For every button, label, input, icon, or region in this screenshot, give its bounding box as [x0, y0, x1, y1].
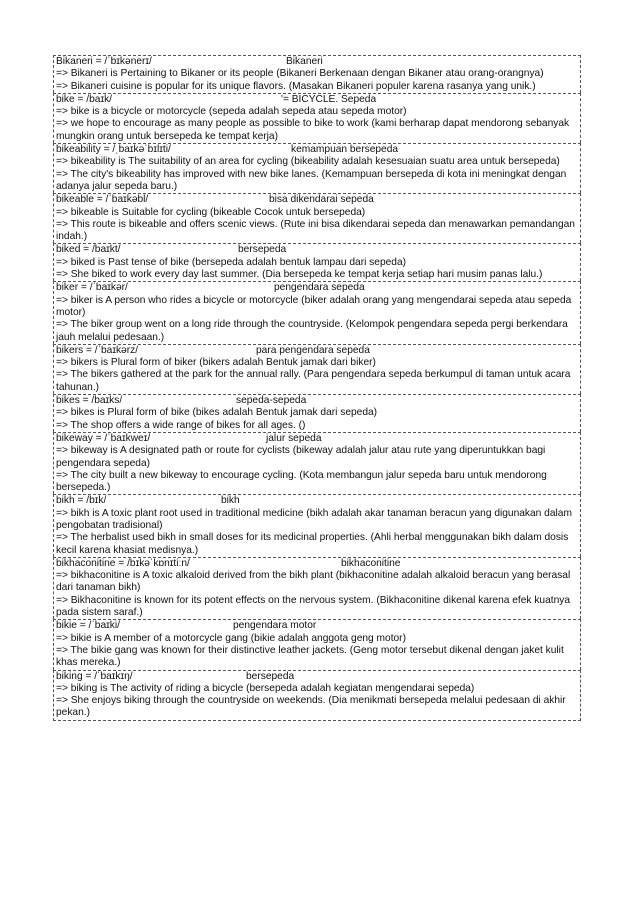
entry-headword: biking = /ˈbaɪkɪŋ/ [56, 670, 133, 682]
entry-headword-line [56, 144, 579, 156]
entry-headword: bikeway = /ˈbaɪkweɪ/ [56, 432, 151, 444]
entry-headword-line [56, 495, 579, 507]
entry-translation: sepeda-sepeda [236, 395, 307, 407]
entry-headword-line [56, 282, 579, 294]
entry-headword: bikers = /ˈbaɪkərz/ [56, 344, 139, 356]
entry-example: => The herbalist used bikh in small doses for its medicinal properties. (Ahli herbal menggunakan bikh dalam dosis kecil karena khasiat medisnya.) [56, 532, 569, 556]
entry-definition: => bikeability is The suitability of an area for cycling (bikeability adalah kesesuaian suatu area untuk bersepeda) [56, 156, 560, 168]
dictionary-entry [53, 143, 581, 193]
entry-example: => This route is bikeable and offers scenic views. (Rute ini bisa dikendarai sepeda dan menawarkan pemandangan indah.) [56, 218, 575, 243]
dictionary-entry [53, 193, 581, 243]
entry-headword: bikeable = /ˈbaɪkəbl/ [56, 194, 149, 206]
entry-headword: bike = /baɪk/ [56, 93, 113, 105]
entry-translation: bersepeda [238, 244, 287, 256]
entry-headword-line [56, 345, 579, 357]
entry-headword-line [56, 433, 579, 445]
entry-example: => She enjoys biking through the countryside on weekends. (Dia menikmati bersepeda melalui pedesaan di akhir pekan.) [56, 695, 566, 719]
entry-headword: biker = /ˈbaɪkər/ [56, 282, 128, 294]
entry-definition: => bikhaconitine is A toxic alkaloid derived from the bikh plant (bikhaconitine adalah alkaloid beracun yang berasal dari tanaman bikh) [56, 570, 571, 594]
entry-example: => The bikers gathered at the park for the annual rally. (Para pengendara sepeda berkumpul di taman untuk acara tahunan.) [56, 369, 571, 393]
entry-headword: bikhaconitine = /bɪkəˈkɒnɪtiːn/ [56, 557, 190, 569]
entry-example: => Bikhaconitine is known for its potent effects on the nervous system. (Bikhaconitine dikenal karena efek kuatnya pada sistem saraf.) [56, 594, 571, 619]
dictionary-entry [53, 432, 581, 494]
entry-example: => The shop offers a wide range of bikes for all ages. () [56, 419, 306, 431]
entry-definition: => bikie is A member of a motorcycle gang (bikie adalah anggota geng motor) [56, 632, 406, 644]
entry-translation: pengendara motor [233, 620, 317, 632]
entry-translation: pengendara sepeda [274, 282, 365, 294]
entry-headword-line [56, 620, 579, 632]
dictionary-entry [53, 557, 581, 619]
entry-headword: bikh = /bɪk/ [56, 495, 107, 507]
entry-translation: bersepeda [246, 670, 295, 682]
dictionary-sheet [53, 55, 581, 721]
dictionary-entry [53, 281, 581, 343]
entry-translation: '= BICYCLE. Sepeda [281, 93, 377, 105]
entry-definition: => bikh is A toxic plant root used in traditional medicine (bikh adalah akar tanaman beracun yang digunakan dalam pengobatan tradisional) [56, 507, 572, 531]
entry-headword: bikes = /baɪks/ [56, 395, 123, 407]
entry-headword: biked = /baɪkt/ [56, 244, 121, 256]
entry-headword-line [56, 244, 579, 256]
entry-translation: jalur sepeda [266, 432, 322, 444]
entry-translation: Bikaneri [286, 56, 323, 67]
entry-headword: bikie = /ˈbaɪki/ [56, 620, 120, 632]
entry-definition: => biking is The activity of riding a bicycle (bersepeda adalah kegiatan mengendarai sepeda) [56, 682, 475, 694]
entry-translation: bikh [221, 495, 240, 507]
entry-headword-line [56, 395, 579, 407]
entry-example: => The city built a new bikeway to encourage cycling. (Kota membangun jalur sepeda baru untuk mendorong bersepeda.) [56, 469, 547, 494]
entry-definition: => biked is Past tense of bike (bersepeda adalah bentuk lampau dari sepeda) [56, 256, 407, 268]
entry-headword-line [56, 94, 579, 106]
entry-definition: => bike is a bicycle or motorcycle (sepeda adalah sepeda atau sepeda motor) [56, 106, 407, 118]
entry-definition: => bikeway is A designated path or route for cyclists (bikeway adalah jalur atau rute yang diperuntukkan bagi pengendara sepeda) [56, 445, 546, 469]
dictionary-entry [53, 344, 581, 394]
entry-headword: bikeability = /ˌbaɪkəˈbɪlɪti/ [56, 144, 171, 156]
dictionary-entry [53, 93, 581, 143]
entry-headword-line [56, 56, 579, 68]
entry-example: => The bikie gang was known for their distinctive leather jackets. (Geng motor tersebut dikenal dengan jaket kulit khas mereka.) [56, 644, 564, 669]
entry-example: => She biked to work every day last summer. (Dia bersepeda ke tempat kerja setiap hari musim panas lalu.) [56, 269, 543, 281]
dictionary-entry [53, 394, 581, 432]
entry-example: => Bikaneri cuisine is popular for its unique flavors. (Masakan Bikaneri populer karena rasanya yang unik.) [56, 80, 536, 92]
entry-headword-line [56, 194, 579, 206]
entry-translation: bikhaconitine [341, 557, 401, 569]
entry-definition: => bikeable is Suitable for cycling (bikeable Cocok untuk bersepeda) [56, 206, 366, 218]
dictionary-entry [53, 494, 581, 556]
entry-definition: => bikes is Plural form of bike (bikes adalah Bentuk jamak dari sepeda) [56, 407, 378, 419]
dictionary-entry [53, 670, 581, 721]
entry-translation: bisa dikendarai sepeda [269, 194, 374, 206]
dictionary-entry [53, 619, 581, 669]
entry-translation: kemampuan bersepeda [291, 144, 399, 156]
dictionary-entry [53, 55, 581, 93]
entry-definition: => biker is A person who rides a bicycle or motorcycle (biker adalah orang yang mengendarai sepeda atau sepeda motor) [56, 294, 572, 318]
entry-example: => The biker group went on a long ride through the countryside. (Kelompok pengendara sepeda pergi berkendara jauh melalui pedesaan.) [56, 319, 568, 343]
entry-headword-line [56, 671, 579, 683]
dictionary-entry [53, 243, 581, 281]
entry-headword-line [56, 558, 579, 570]
entry-example: => we hope to encourage as many people as possible to bike to work (kami berharap dapat mendorong sebanyak mungkin orang untuk bersepeda ke tempat kerja) [56, 118, 570, 142]
entry-definition: => bikers is Plural form of biker (bikers adalah Bentuk jamak dari biker) [56, 357, 376, 369]
entry-translation: para pengendara sepeda [256, 344, 370, 356]
entry-definition: => Bikaneri is Pertaining to Bikaner or its people (Bikaneri Berkenaan dengan Bikaner atau orang-orangnya) [56, 68, 544, 80]
entry-headword: Bikaneri = /ˈbɪkənerɪ/ [56, 56, 152, 67]
entry-example: => The city's bikeability has improved with new bike lanes. (Kemampuan bersepeda di kota ini meningkat dengan adanya jalur sepeda baru.) [56, 168, 567, 192]
